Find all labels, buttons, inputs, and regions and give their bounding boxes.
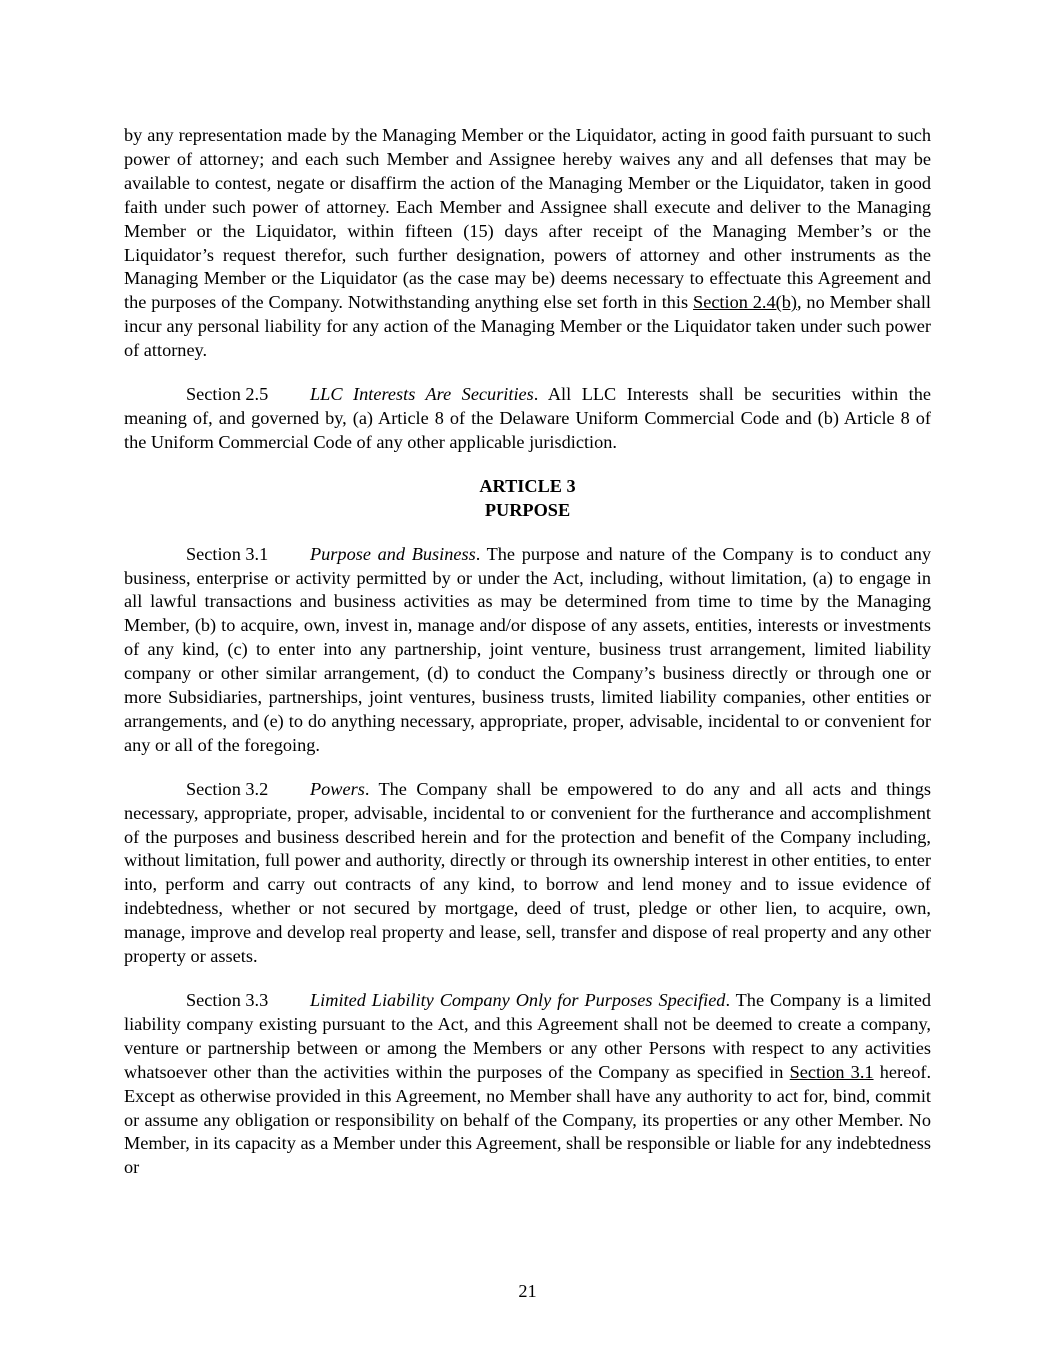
paragraph-text: , no Member shall incur any personal liability for any action of the Managing Member or the Liquidator taken under such power of attorney. (124, 292, 931, 361)
section-body: . The Company shall be empowered to do any and all acts and things necessary, appropriate, proper, advisable, incidental to or convenient for the furtherance and accomplishment of the purposes and business described herein and for the protection and benefit of the Company including, without limitation, full power and authority, directly or through its ownership interest in other entities, to enter into, perform and carry out contracts of any kind, to borrow and lend money and to issue evidence of indebtedness, whether or not secured by mortgage, deed of trust, pledge or other lien, to acquire, own, manage, improve and develop real property and lease, sell, transfer and dispose of real property and any other property or assets. (124, 778, 931, 967)
paragraph-text: by any representation made by the Managing Member or the Liquidator, acting in good faith pursuant to such power of attorney; and each such Member and Assignee hereby waives any and all defenses that may be available to contest, negate or disaffirm the action of the Managing Member or the Liquidator, taken in good faith under such power of attorney. Each Member and Assignee shall execute and deliver to the Managing Member or the Liquidator, within fifteen (15) days after receipt of the Managing Member’s or the Liquidator’s request therefor, such further designation, powers of attorney and other instruments as the Managing Member or the Liquidator (as the case may be) deems necessary to effectuate this Agreement and the purposes of the Company. Notwithstanding anything else set forth in this (124, 125, 931, 313)
section-title: Powers (310, 778, 365, 799)
article-heading (124, 475, 931, 523)
article-number: ARTICLE 3 (479, 475, 576, 496)
section-3-3 (124, 989, 931, 1180)
section-number: Section 3.1 (186, 543, 269, 564)
section-2-4-b-reference: Section 2.4(b) (693, 292, 797, 313)
section-title: Purpose and Business (310, 543, 476, 564)
paragraph-power-of-attorney (124, 124, 931, 363)
article-title: PURPOSE (484, 499, 571, 520)
section-number: Section 3.2 (186, 778, 269, 799)
section-body: . The Company is a limited liability company existing pursuant to the Act, and this Agreement shall not be deemed to create a company, venture or partnership between or among the Members or any other Persons with respect to any activities whatsoever other than the activities within the purposes of the Company as specified in (124, 990, 932, 1082)
section-body: . All LLC Interests shall be securities within the meaning of, and governed by, (a) Article 8 of the Delaware Uniform Commercial Code and (b) Article 8 of the Uniform Commercial Code of any other applicable jurisdiction. (124, 384, 931, 452)
section-number: Section 2.5 (186, 384, 269, 405)
section-title: Limited Liability Company Only for Purposes Specified (310, 990, 726, 1010)
section-2-5 (124, 383, 931, 455)
section-title: LLC Interests Are Securities (310, 384, 534, 405)
page-number: 21 (518, 1281, 537, 1301)
section-3-1-reference: Section 3.1 (789, 1061, 874, 1082)
document-page (124, 124, 931, 1200)
section-number: Section 3.3 (186, 990, 269, 1010)
section-body: hereof. Except as otherwise provided in this Agreement, no Member shall have any authority to act for, bind, commit or assume any obligation or responsibility on behalf of the Company, its properties or any other Member. No Member, in its capacity as a Member under this Agreement, shall be responsible or liable for any indebtedness or (124, 1061, 932, 1178)
section-3-1 (124, 543, 931, 758)
section-body: . The purpose and nature of the Company is to conduct any business, enterprise or activity permitted by or under the Act, including, without limitation, (a) to engage in all lawful transactions and business activities as may be determined from time to time by the Managing Member, (b) to acquire, own, invest in, manage and/or dispose of any assets, entities, interests or investments of any kind, (c) to enter into any partnership, joint venture, business trust arrangement, limited liability company or other similar arrangement, (d) to conduct the Company’s business directly or through one or more Subsidiaries, partnerships, joint ventures, business trusts, limited liability companies, other entities or arrangements, and (e) to do anything necessary, appropriate, proper, advisable, incidental to or convenient for any or all of the foregoing. (124, 543, 932, 755)
section-3-2 (124, 778, 931, 969)
